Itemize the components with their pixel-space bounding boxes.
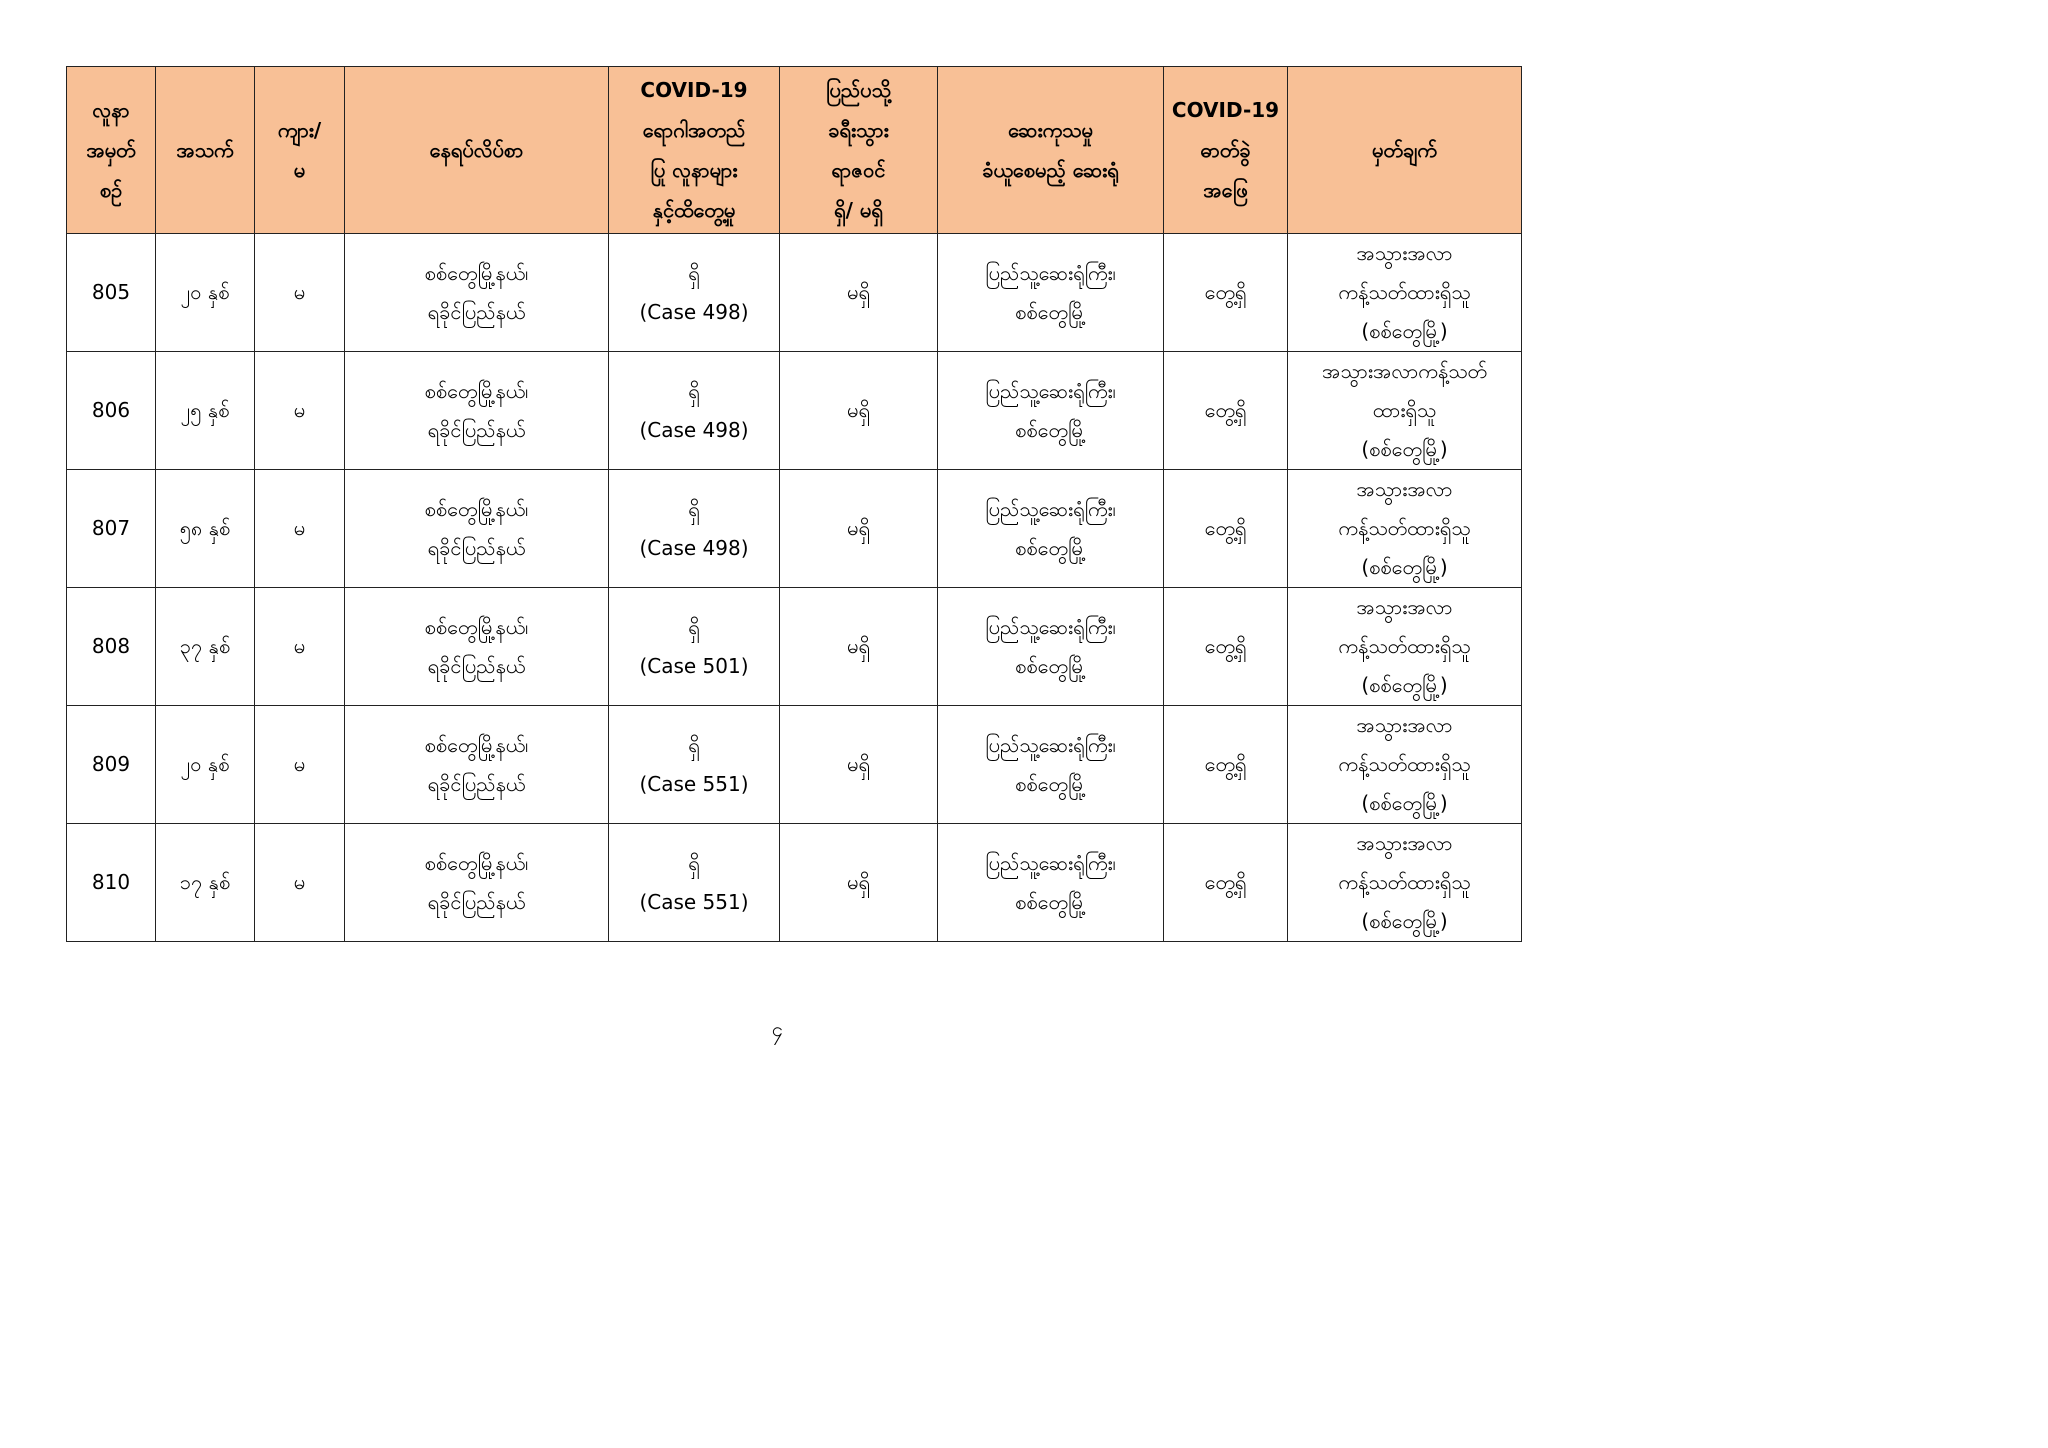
table-row [67, 352, 1522, 470]
cell-hospital [938, 470, 1164, 588]
cell-contact-line: ရှိ [688, 614, 700, 639]
cell-address-line: ရခိုင်ပြည်နယ် [427, 417, 526, 442]
cell-hospital [938, 352, 1164, 470]
cell-contact [609, 352, 780, 470]
cell-lab-result: တွေ့ရှိ [1164, 588, 1288, 706]
header-line: ဓာတ်ခွဲ [1200, 138, 1251, 162]
cell-address-line: စစ်တွေမြို့နယ်၊ [424, 260, 529, 285]
cell-hospital [938, 234, 1164, 352]
cell-travel-history: မရှိ [780, 706, 938, 824]
cell-lab-result: တွေ့ရှိ [1164, 706, 1288, 824]
cell-sex: မ [255, 706, 345, 824]
cell-sex: မ [255, 470, 345, 588]
cell-remarks-line: အသွားအလာ [1356, 831, 1453, 855]
cell-remarks [1288, 234, 1522, 352]
cell-hospital-line: ပြည်သူ့ဆေးရုံကြီး၊ [985, 732, 1116, 757]
cell-remarks-line: (စစ်တွေမြို့) [1361, 555, 1448, 579]
cell-contact-line: (Case 498) [639, 417, 749, 442]
cell-address [345, 706, 609, 824]
table-body [67, 234, 1522, 942]
cell-address-line: စစ်တွေမြို့နယ်၊ [424, 496, 529, 521]
header-line: လူနာ [92, 98, 130, 122]
cell-remarks-line: အသွားအလာကန့်သတ် [1321, 359, 1488, 383]
cell-hospital-line: စစ်တွေမြို့ [1015, 889, 1086, 914]
header-address [345, 67, 609, 234]
cell-remarks [1288, 706, 1522, 824]
cell-hospital-line: စစ်တွေမြို့ [1015, 417, 1086, 442]
table-row [67, 470, 1522, 588]
header-travel-history [780, 67, 938, 234]
cell-hospital [938, 588, 1164, 706]
cell-remarks-line: အသွားအလာ [1356, 595, 1453, 619]
cell-contact-line: (Case 501) [639, 653, 749, 678]
cell-hospital-line: စစ်တွေမြို့ [1015, 535, 1086, 560]
cell-hospital-line: စစ်တွေမြို့ [1015, 653, 1086, 678]
header-patient-number [67, 67, 156, 234]
cell-patient-number: 809 [67, 706, 156, 824]
cell-address-line: ရခိုင်ပြည်နယ် [427, 535, 526, 560]
table-row [67, 824, 1522, 942]
header-row [67, 67, 1522, 234]
cell-sex: မ [255, 824, 345, 942]
header-line: နေရပ်လိပ်စာ [429, 138, 524, 162]
cell-remarks [1288, 824, 1522, 942]
cell-contact [609, 824, 780, 942]
cell-address [345, 234, 609, 352]
cell-remarks-line: (စစ်တွေမြို့) [1361, 909, 1448, 933]
cell-contact-line: ရှိ [688, 732, 700, 757]
page-number: ၄ [771, 1017, 784, 1041]
cell-remarks [1288, 352, 1522, 470]
cell-hospital [938, 706, 1164, 824]
cell-remarks [1288, 588, 1522, 706]
table-row [67, 234, 1522, 352]
cell-address [345, 824, 609, 942]
cell-remarks-line: အသွားအလာ [1356, 241, 1453, 265]
cell-lab-result: တွေ့ရှိ [1164, 352, 1288, 470]
cell-remarks [1288, 470, 1522, 588]
cell-remarks-line: ကန့်သတ်ထားရှိသူ [1338, 752, 1471, 776]
cell-travel-history: မရှိ [780, 234, 938, 352]
header-line: ကျား/ [277, 118, 322, 142]
cell-age: ၂၅ နှစ် [156, 352, 255, 470]
header-sex [255, 67, 345, 234]
header-line: အသက် [176, 138, 234, 162]
header-line: ရှိ/ မရှိ [834, 198, 883, 222]
header-line: အဖြေ [1203, 178, 1248, 202]
cell-age: ၂၀ နှစ် [156, 706, 255, 824]
cell-patient-number: 806 [67, 352, 156, 470]
header-line: COVID-19 [1171, 98, 1280, 122]
cell-age: ၅၈ နှစ် [156, 470, 255, 588]
cell-contact-line: (Case 498) [639, 535, 749, 560]
cell-remarks-line: ထားရှိသူ [1372, 398, 1437, 422]
cell-remarks-line: ကန့်သတ်ထားရှိသူ [1338, 280, 1471, 304]
cell-contact [609, 234, 780, 352]
cell-remarks-line: ကန့်သတ်ထားရှိသူ [1338, 634, 1471, 658]
cell-address-line: ရခိုင်ပြည်နယ် [427, 299, 526, 324]
cell-address [345, 588, 609, 706]
cell-sex: မ [255, 588, 345, 706]
cell-address-line: ရခိုင်ပြည်နယ် [427, 889, 526, 914]
table-header [67, 67, 1522, 234]
cell-contact [609, 706, 780, 824]
cell-remarks-line: ကန့်သတ်ထားရှိသူ [1338, 516, 1471, 540]
cell-patient-number: 805 [67, 234, 156, 352]
cell-hospital-line: စစ်တွေမြို့ [1015, 299, 1086, 324]
patient-table [66, 66, 1522, 942]
header-lab-result [1164, 67, 1288, 234]
cell-address [345, 470, 609, 588]
header-age [156, 67, 255, 234]
table-row [67, 706, 1522, 824]
header-line: စဉ် [99, 178, 123, 202]
cell-contact [609, 470, 780, 588]
cell-hospital [938, 824, 1164, 942]
cell-remarks-line: ကန့်သတ်ထားရှိသူ [1338, 870, 1471, 894]
header-hospital [938, 67, 1164, 234]
cell-address-line: စစ်တွေမြို့နယ်၊ [424, 614, 529, 639]
cell-address-line: စစ်တွေမြို့နယ်၊ [424, 732, 529, 757]
cell-contact-line: ရှိ [688, 260, 700, 285]
cell-sex: မ [255, 352, 345, 470]
cell-contact-line: ရှိ [688, 378, 700, 403]
cell-travel-history: မရှိ [780, 588, 938, 706]
cell-hospital-line: ပြည်သူ့ဆေးရုံကြီး၊ [985, 260, 1116, 285]
cell-travel-history: မရှိ [780, 352, 938, 470]
cell-address-line: ရခိုင်ပြည်နယ် [427, 653, 526, 678]
cell-address-line: စစ်တွေမြို့နယ်၊ [424, 378, 529, 403]
header-line: ရောဂါအတည် [642, 118, 746, 142]
header-line: ခရီးသွား [828, 118, 889, 142]
cell-lab-result: တွေ့ရှိ [1164, 234, 1288, 352]
cell-contact-line: ရှိ [688, 850, 700, 875]
cell-patient-number: 810 [67, 824, 156, 942]
cell-hospital-line: ပြည်သူ့ဆေးရုံကြီး၊ [985, 850, 1116, 875]
cell-contact-line: (Case 551) [639, 771, 749, 796]
cell-remarks-line: (စစ်တွေမြို့) [1361, 673, 1448, 697]
cell-address-line: စစ်တွေမြို့နယ်၊ [424, 850, 529, 875]
header-line: ခံယူစေမည့် ဆေးရုံ [982, 158, 1119, 182]
cell-age: ၂၀ နှစ် [156, 234, 255, 352]
header-line: ပြည်ပသို့ [826, 78, 891, 102]
cell-contact-line: (Case 551) [639, 889, 749, 914]
header-line: ရာဇဝင် [831, 158, 886, 182]
cell-travel-history: မရှိ [780, 824, 938, 942]
cell-hospital-line: စစ်တွေမြို့ [1015, 771, 1086, 796]
cell-contact-line: ရှိ [688, 496, 700, 521]
table-row [67, 588, 1522, 706]
cell-age: ၃၇ နှစ် [156, 588, 255, 706]
header-line: နှင့်ထိတွေ့မှု [652, 198, 736, 222]
cell-remarks-line: အသွားအလာ [1356, 713, 1453, 737]
header-line: အမှတ် [86, 138, 136, 162]
header-remarks [1288, 67, 1522, 234]
cell-hospital-line: ပြည်သူ့ဆေးရုံကြီး၊ [985, 496, 1116, 521]
cell-remarks-line: (စစ်တွေမြို့) [1361, 791, 1448, 815]
cell-address [345, 352, 609, 470]
cell-remarks-line: အသွားအလာ [1356, 477, 1453, 501]
cell-hospital-line: ပြည်သူ့ဆေးရုံကြီး၊ [985, 378, 1116, 403]
cell-sex: မ [255, 234, 345, 352]
cell-lab-result: တွေ့ရှိ [1164, 824, 1288, 942]
header-line: ပြု လူနာများ [650, 158, 738, 182]
header-contact [609, 67, 780, 234]
cell-remarks-line: (စစ်တွေမြို့) [1361, 319, 1448, 343]
cell-travel-history: မရှိ [780, 470, 938, 588]
header-line: COVID-19 [640, 78, 748, 102]
cell-address-line: ရခိုင်ပြည်နယ် [427, 771, 526, 796]
cell-age: ၁၇ နှစ် [156, 824, 255, 942]
cell-contact [609, 588, 780, 706]
cell-lab-result: တွေ့ရှိ [1164, 470, 1288, 588]
header-line: မှတ်ချက် [1372, 138, 1437, 162]
cell-patient-number: 807 [67, 470, 156, 588]
header-line: ဆေးကုသမှု [1008, 118, 1093, 142]
cell-patient-number: 808 [67, 588, 156, 706]
cell-contact-line: (Case 498) [639, 299, 749, 324]
cell-hospital-line: ပြည်သူ့ဆေးရုံကြီး၊ [985, 614, 1116, 639]
header-line: မ [293, 158, 306, 182]
cell-remarks-line: (စစ်တွေမြို့) [1361, 437, 1448, 461]
